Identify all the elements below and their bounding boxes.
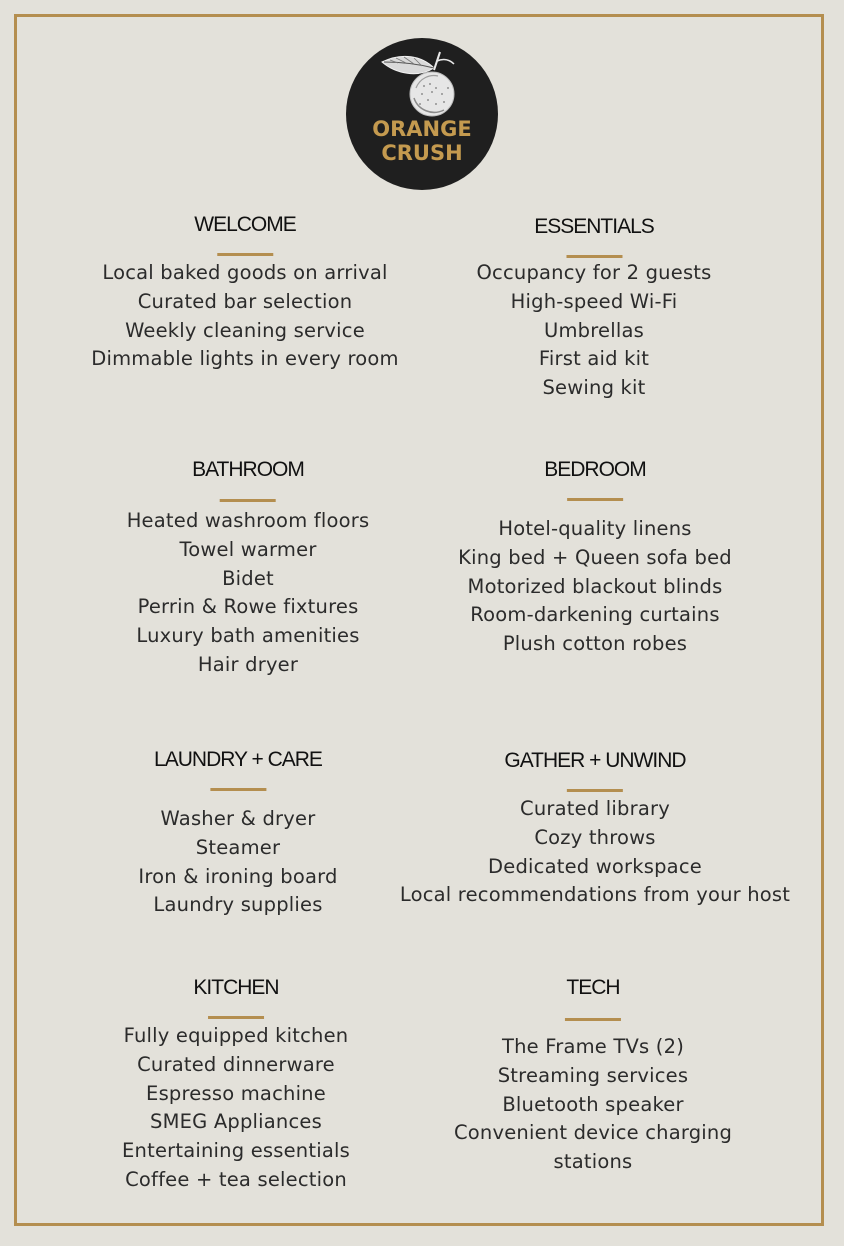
section-gather-unwind	[400, 748, 790, 910]
section-divider	[208, 1016, 264, 1019]
list-item: Local recommendations from your host	[399, 883, 791, 907]
orange-icon	[374, 48, 470, 118]
list-item: Coffee + tea selection	[125, 1167, 347, 1191]
list-item: Entertaining essentials	[122, 1139, 350, 1163]
list-item: Weekly cleaning service	[125, 318, 365, 342]
section-divider	[565, 1018, 621, 1021]
brand-name-line2: CRUSH	[381, 141, 463, 165]
section-divider	[210, 788, 266, 791]
list-item: Sewing kit	[542, 376, 646, 400]
section-essentials	[476, 214, 711, 403]
list-item: Curated bar selection	[137, 289, 353, 313]
section-title: TECH	[566, 976, 620, 999]
section-divider	[567, 498, 623, 501]
list-item: Hotel-quality linens	[498, 517, 692, 540]
list-item: High-speed Wi-Fi	[510, 289, 678, 313]
list-item: Towel warmer	[179, 537, 317, 561]
section-title: ESSENTIALS	[534, 215, 654, 238]
list-item: Convenient device charging	[453, 1121, 733, 1145]
list-item: Umbrellas	[544, 318, 644, 342]
list-item: Washer & dryer	[160, 807, 316, 830]
section-welcome	[91, 212, 398, 374]
list-item: Laundry supplies	[153, 893, 323, 917]
section-title: BEDROOM	[544, 458, 646, 481]
section-title: WELCOME	[194, 213, 296, 236]
section-kitchen	[122, 975, 350, 1195]
list-item: Dimmable lights in every room	[91, 347, 399, 371]
list-item: Plush cotton robes	[502, 632, 688, 656]
list-item: Room-darkening curtains	[470, 603, 720, 627]
list-item: Espresso machine	[146, 1081, 326, 1105]
section-divider	[220, 499, 276, 502]
section-laundry-care	[138, 747, 337, 920]
list-item: The Frame TVs (2)	[501, 1035, 685, 1058]
section-title: GATHER + UNWIND	[504, 749, 686, 772]
section-tech	[454, 975, 732, 1177]
section-bedroom	[458, 457, 732, 659]
list-item: Occupancy for 2 guests	[476, 261, 712, 284]
list-item: Perrin & Rowe fixtures	[137, 595, 359, 619]
section-divider	[567, 789, 623, 792]
list-item: Luxury bath amenities	[136, 624, 360, 648]
list-item: First aid kit	[538, 347, 650, 371]
brand-name-line1: ORANGE	[372, 117, 472, 141]
list-item: Heated washroom floors	[126, 509, 370, 532]
section-title: KITCHEN	[193, 976, 279, 999]
list-item: Streaming services	[497, 1063, 689, 1087]
list-item: Iron & ironing board	[138, 864, 338, 888]
list-item: Hair dryer	[197, 652, 299, 676]
list-item: Dedicated workspace	[488, 854, 702, 878]
list-item: King bed + Queen sofa bed	[458, 545, 732, 569]
section-divider	[566, 255, 622, 258]
section-bathroom	[127, 457, 370, 680]
list-item: Curated dinnerware	[137, 1052, 335, 1076]
list-item: Local baked goods on arrival	[102, 261, 388, 284]
section-title: BATHROOM	[192, 458, 304, 481]
section-title: LAUNDRY + CARE	[154, 748, 322, 771]
list-item: Motorized blackout blinds	[467, 574, 723, 598]
section-divider	[217, 253, 273, 256]
list-item: Cozy throws	[534, 825, 656, 849]
list-item: Bluetooth speaker	[502, 1092, 684, 1116]
list-item: Fully equipped kitchen	[123, 1024, 349, 1047]
list-item: stations	[553, 1150, 633, 1174]
list-item: Curated library	[520, 797, 670, 820]
list-item: Steamer	[195, 835, 281, 859]
list-item: Bidet	[222, 566, 274, 590]
list-item: SMEG Appliances	[150, 1110, 322, 1134]
brand-logo	[346, 38, 498, 190]
